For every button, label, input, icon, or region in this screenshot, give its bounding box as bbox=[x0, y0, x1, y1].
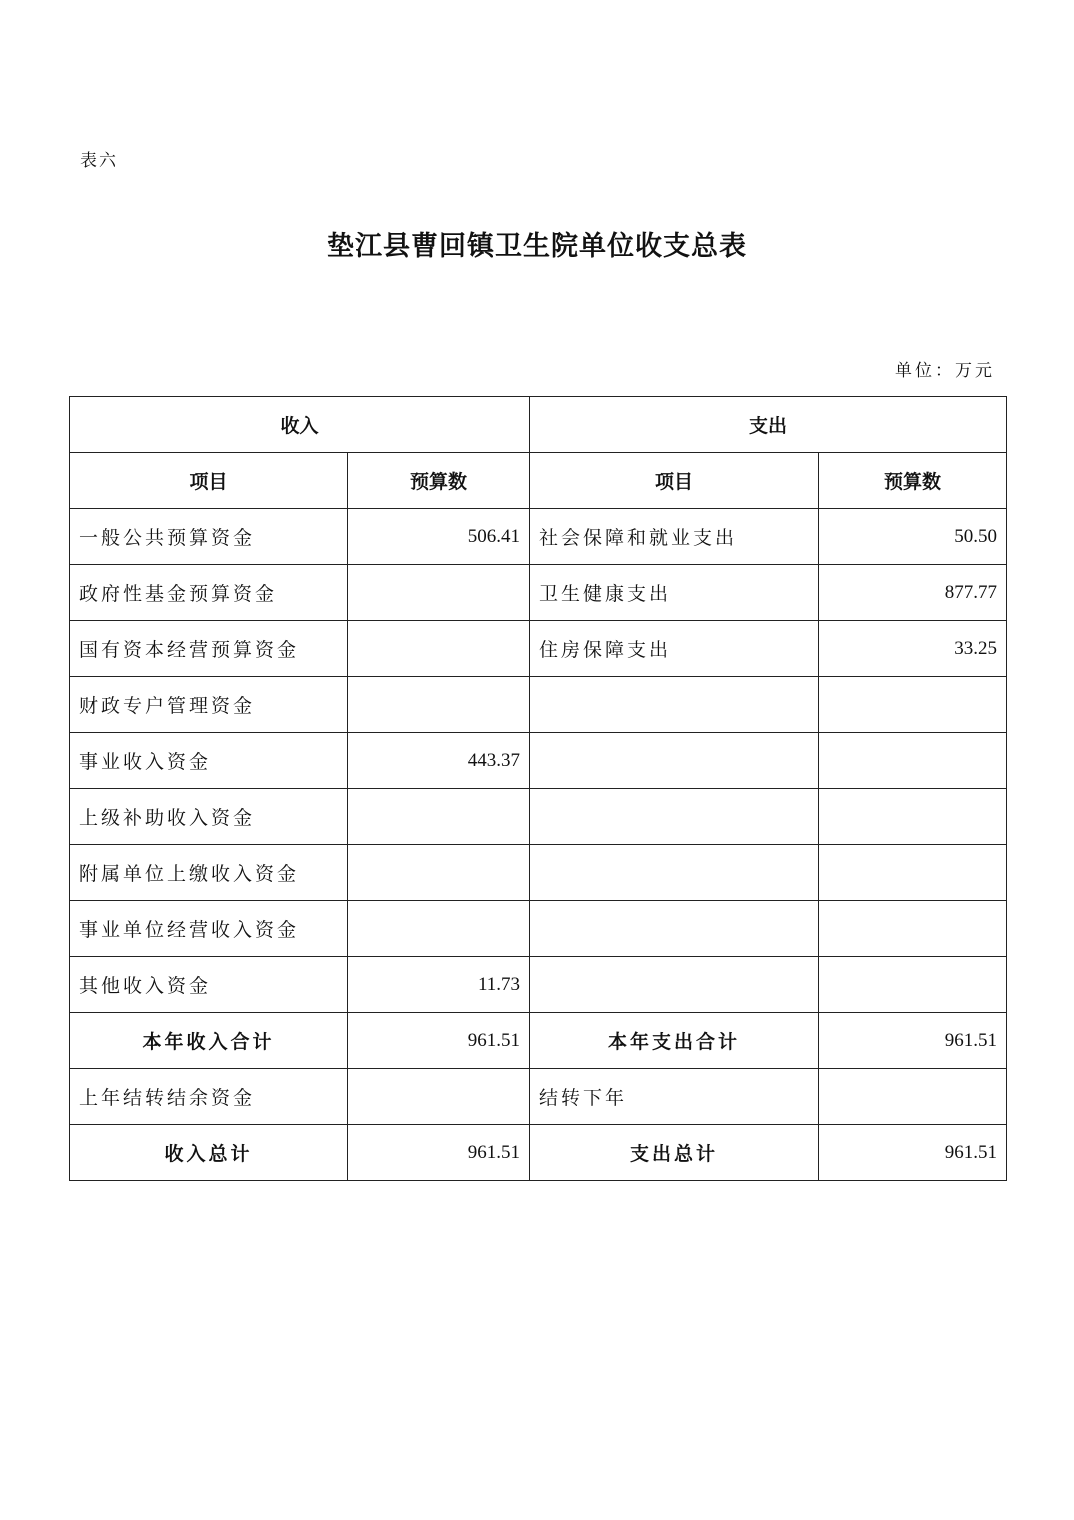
expense-subtotal-value: 961.51 bbox=[819, 1013, 1007, 1069]
expense-carryover-value bbox=[819, 1069, 1007, 1125]
income-item: 政府性基金预算资金 bbox=[70, 565, 348, 621]
table-row bbox=[70, 621, 1007, 677]
table-row bbox=[70, 789, 1007, 845]
income-budget-header: 预算数 bbox=[348, 453, 530, 509]
income-item: 附属单位上缴收入资金 bbox=[70, 845, 348, 901]
income-item: 事业收入资金 bbox=[70, 733, 348, 789]
expense-item bbox=[530, 733, 819, 789]
income-item: 其他收入资金 bbox=[70, 957, 348, 1013]
income-amount bbox=[348, 621, 530, 677]
table-row bbox=[70, 733, 1007, 789]
expense-amount bbox=[819, 901, 1007, 957]
expense-carryover-label: 结转下年 bbox=[530, 1069, 819, 1125]
income-amount bbox=[348, 677, 530, 733]
income-total-value: 961.51 bbox=[348, 1125, 530, 1181]
income-amount: 11.73 bbox=[348, 957, 530, 1013]
table-row bbox=[70, 957, 1007, 1013]
expense-item bbox=[530, 789, 819, 845]
expense-amount bbox=[819, 789, 1007, 845]
carryover-row bbox=[70, 1069, 1007, 1125]
income-amount: 443.37 bbox=[348, 733, 530, 789]
expense-amount bbox=[819, 733, 1007, 789]
expense-item bbox=[530, 957, 819, 1013]
expense-item: 社会保障和就业支出 bbox=[530, 509, 819, 565]
table-row bbox=[70, 509, 1007, 565]
income-item: 国有资本经营预算资金 bbox=[70, 621, 348, 677]
table-number: 表六 bbox=[80, 151, 118, 171]
expense-total-value: 961.51 bbox=[819, 1125, 1007, 1181]
income-amount bbox=[348, 901, 530, 957]
income-carryover-label: 上年结转结余资金 bbox=[70, 1069, 348, 1125]
expense-total-label: 支出总计 bbox=[530, 1125, 819, 1181]
income-subtotal-label: 本年收入合计 bbox=[70, 1013, 348, 1069]
income-item: 事业单位经营收入资金 bbox=[70, 901, 348, 957]
expense-amount: 50.50 bbox=[819, 509, 1007, 565]
expense-amount bbox=[819, 845, 1007, 901]
expense-item: 卫生健康支出 bbox=[530, 565, 819, 621]
expense-item bbox=[530, 677, 819, 733]
total-row bbox=[70, 1125, 1007, 1181]
expense-amount bbox=[819, 957, 1007, 1013]
income-item-header: 项目 bbox=[70, 453, 348, 509]
income-item: 上级补助收入资金 bbox=[70, 789, 348, 845]
income-carryover-value bbox=[348, 1069, 530, 1125]
table-row bbox=[70, 565, 1007, 621]
income-expense-table bbox=[69, 396, 1007, 1181]
income-amount bbox=[348, 845, 530, 901]
unit-label: 单位：万元 bbox=[895, 361, 995, 381]
table-row bbox=[70, 677, 1007, 733]
income-item: 一般公共预算资金 bbox=[70, 509, 348, 565]
table-row bbox=[70, 901, 1007, 957]
income-subtotal-value: 961.51 bbox=[348, 1013, 530, 1069]
income-amount bbox=[348, 789, 530, 845]
expense-section-header: 支出 bbox=[530, 397, 1007, 453]
expense-item bbox=[530, 901, 819, 957]
income-total-label: 收入总计 bbox=[70, 1125, 348, 1181]
expense-amount: 33.25 bbox=[819, 621, 1007, 677]
income-amount bbox=[348, 565, 530, 621]
expense-subtotal-label: 本年支出合计 bbox=[530, 1013, 819, 1069]
page-title: 垫江县曹回镇卫生院单位收支总表 bbox=[327, 231, 747, 262]
subtotal-row bbox=[70, 1013, 1007, 1069]
section-header-row bbox=[70, 397, 1007, 453]
expense-amount bbox=[819, 677, 1007, 733]
income-amount: 506.41 bbox=[348, 509, 530, 565]
income-section-header: 收入 bbox=[70, 397, 530, 453]
income-item: 财政专户管理资金 bbox=[70, 677, 348, 733]
expense-amount: 877.77 bbox=[819, 565, 1007, 621]
column-header-row bbox=[70, 453, 1007, 509]
expense-budget-header: 预算数 bbox=[819, 453, 1007, 509]
expense-item: 住房保障支出 bbox=[530, 621, 819, 677]
table-row bbox=[70, 845, 1007, 901]
expense-item-header: 项目 bbox=[530, 453, 819, 509]
expense-item bbox=[530, 845, 819, 901]
